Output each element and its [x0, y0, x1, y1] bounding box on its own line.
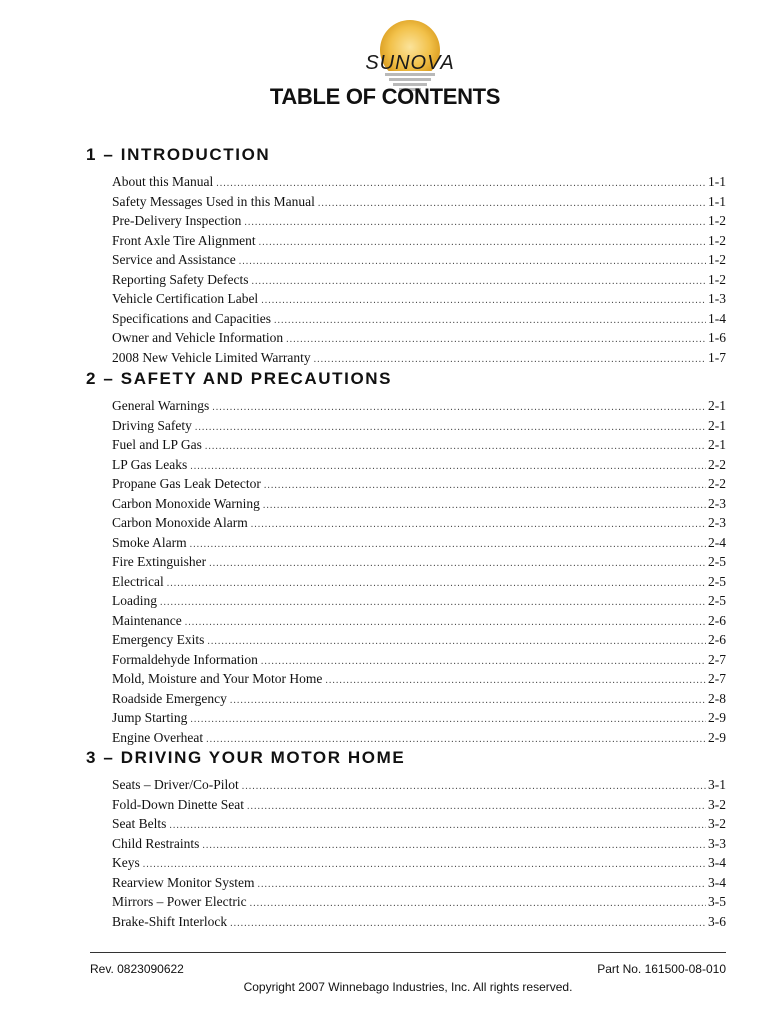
- toc-list: [112, 396, 726, 747]
- toc-entry[interactable]: [112, 689, 726, 709]
- entry-page: 2-8: [708, 690, 726, 706]
- toc-entry[interactable]: [112, 728, 726, 748]
- dot-leader: [250, 892, 706, 914]
- toc-list: [112, 172, 726, 367]
- entry-page: 3-6: [708, 913, 726, 929]
- entry-page: 1-6: [708, 330, 726, 345]
- toc-entry[interactable]: [112, 211, 726, 231]
- entry-page: 1-2: [708, 213, 726, 228]
- toc-entry[interactable]: [112, 552, 726, 572]
- dot-leader: [167, 572, 706, 594]
- entry-label: Rearview Monitor System: [112, 874, 255, 890]
- dot-leader: [169, 814, 706, 836]
- toc-entry[interactable]: [112, 834, 726, 854]
- dot-leader: [318, 192, 706, 214]
- toc-entry[interactable]: [112, 611, 726, 631]
- entry-page: 1-2: [708, 252, 726, 267]
- entry-label: Seats – Driver/Co-Pilot: [112, 777, 239, 792]
- entry-page: 2-9: [708, 710, 726, 725]
- dot-leader: [244, 211, 706, 233]
- toc-entry[interactable]: [112, 892, 726, 912]
- dot-leader: [251, 270, 706, 292]
- revision-number: Rev. 0823090622: [90, 962, 184, 976]
- section-title: 2 – SAFETY AND PRECAUTIONS: [86, 369, 393, 388]
- toc-entry[interactable]: [112, 494, 726, 514]
- dot-leader: [261, 289, 706, 311]
- entry-page: 1-2: [708, 271, 726, 287]
- toc-entry[interactable]: [112, 435, 726, 455]
- dot-leader: [143, 853, 706, 875]
- copyright-notice: Copyright 2007 Winnebago Industries, Inc. All rights reserved.: [243, 980, 573, 994]
- entry-label: Safety Messages Used in this Manual: [112, 193, 315, 209]
- entry-label: Propane Gas Leak Detector: [112, 476, 261, 491]
- footer-divider: [90, 952, 726, 953]
- dot-leader: [212, 396, 706, 418]
- toc-entry[interactable]: [112, 873, 726, 893]
- entry-page: 2-2: [708, 476, 726, 491]
- entry-label: Mirrors – Power Electric: [112, 894, 247, 909]
- toc-entry[interactable]: [112, 775, 726, 795]
- entry-label: Brake-Shift Interlock: [112, 913, 228, 929]
- entry-label: Fold-Down Dinette Seat: [112, 796, 244, 812]
- entry-page: 2-5: [708, 593, 726, 608]
- toc-entry[interactable]: [112, 474, 726, 494]
- entry-page: 2-9: [708, 729, 726, 745]
- entry-label: Vehicle Certification Label: [112, 291, 259, 306]
- entry-page: 2-5: [708, 554, 726, 569]
- toc-entry[interactable]: [112, 533, 726, 553]
- dot-leader: [207, 630, 706, 652]
- entry-label: Front Axle Tire Alignment: [112, 232, 256, 248]
- entry-page: 2-7: [708, 671, 726, 686]
- entry-page: 1-4: [708, 310, 726, 326]
- dot-leader: [247, 795, 706, 817]
- entry-page: 3-4: [708, 874, 726, 890]
- toc-entry[interactable]: [112, 572, 726, 592]
- entry-page: 3-2: [708, 816, 726, 831]
- entry-label: Child Restraints: [112, 835, 200, 851]
- dot-leader: [263, 494, 706, 516]
- entry-label: Engine Overheat: [112, 729, 204, 745]
- dot-leader: [325, 669, 706, 691]
- entry-page: 3-1: [708, 777, 726, 792]
- toc-entry[interactable]: [112, 348, 726, 368]
- entry-label: Driving Safety: [112, 417, 192, 433]
- entry-label: Loading: [112, 593, 157, 608]
- dot-leader: [190, 533, 706, 555]
- dot-leader: [239, 250, 706, 272]
- dot-leader: [242, 775, 706, 797]
- toc-entry[interactable]: [112, 630, 726, 650]
- dot-leader: [286, 328, 706, 350]
- section-title: 3 – DRIVING YOUR MOTOR HOME: [86, 748, 406, 767]
- toc-entry[interactable]: [112, 231, 726, 251]
- toc-entry[interactable]: [112, 289, 726, 309]
- toc-entry[interactable]: [112, 650, 726, 670]
- dot-leader: [202, 834, 706, 856]
- toc-entry[interactable]: [112, 270, 726, 290]
- dot-leader: [185, 611, 706, 633]
- dot-leader: [190, 708, 706, 730]
- entry-page: 3-3: [708, 835, 726, 851]
- dot-leader: [274, 309, 706, 331]
- entry-label: Reporting Safety Defects: [112, 271, 249, 287]
- toc-entry[interactable]: [112, 591, 726, 611]
- dot-leader: [160, 591, 706, 613]
- toc-entry[interactable]: [112, 455, 726, 475]
- toc-entry[interactable]: [112, 328, 726, 348]
- toc-entry[interactable]: [112, 814, 726, 834]
- toc-entry[interactable]: [112, 912, 726, 932]
- entry-label: Service and Assistance: [112, 252, 236, 267]
- entry-page: 1-3: [708, 291, 726, 306]
- entry-label: Carbon Monoxide Alarm: [112, 515, 248, 530]
- entry-page: 2-3: [708, 495, 726, 511]
- section-title: 1 – INTRODUCTION: [86, 145, 271, 164]
- entry-label: Keys: [112, 855, 140, 870]
- toc-entry[interactable]: [112, 513, 726, 533]
- dot-leader: [206, 728, 706, 750]
- entry-label: About this Manual: [112, 174, 214, 189]
- entry-page: 1-7: [708, 349, 726, 365]
- dot-leader: [259, 231, 706, 253]
- entry-label: Owner and Vehicle Information: [112, 330, 284, 345]
- entry-page: 1-1: [708, 174, 726, 189]
- entry-page: 1-1: [708, 193, 726, 209]
- entry-label: Emergency Exits: [112, 632, 205, 647]
- entry-label: Formaldehyde Information: [112, 651, 258, 667]
- entry-label: 2008 New Vehicle Limited Warranty: [112, 349, 311, 365]
- dot-leader: [209, 552, 706, 574]
- toc-entry[interactable]: [112, 708, 726, 728]
- entry-label: Pre-Delivery Inspection: [112, 213, 242, 228]
- entry-label: Roadside Emergency: [112, 690, 227, 706]
- dot-leader: [264, 474, 706, 496]
- entry-label: Electrical: [112, 573, 164, 589]
- toc-list: [112, 775, 726, 931]
- toc-entry[interactable]: [112, 309, 726, 329]
- toc-entry[interactable]: [112, 172, 726, 192]
- entry-page: 2-3: [708, 515, 726, 530]
- dot-leader: [257, 873, 706, 895]
- entry-page: 2-4: [708, 534, 726, 550]
- entry-label: Smoke Alarm: [112, 534, 187, 550]
- toc-entry[interactable]: [112, 192, 726, 212]
- dot-leader: [230, 689, 706, 711]
- entry-label: Specifications and Capacities: [112, 310, 271, 326]
- dot-leader: [251, 513, 706, 535]
- entry-page: 2-1: [708, 417, 726, 433]
- toc-entry[interactable]: [112, 669, 726, 689]
- dot-leader: [190, 455, 706, 477]
- entry-page: 3-5: [708, 894, 726, 909]
- logo-wordmark: SUNOVA: [365, 52, 455, 74]
- toc-entry[interactable]: [112, 416, 726, 436]
- entry-label: Mold, Moisture and Your Motor Home: [112, 671, 323, 686]
- entry-page: 2-1: [708, 398, 726, 413]
- dot-leader: [230, 912, 706, 934]
- toc-entry[interactable]: [112, 853, 726, 873]
- entry-page: 3-4: [708, 855, 726, 870]
- entry-label: Jump Starting: [112, 710, 188, 725]
- part-number: Part No. 161500-08-010: [597, 962, 726, 976]
- entry-page: 2-2: [708, 456, 726, 472]
- entry-page: 2-5: [708, 573, 726, 589]
- entry-label: Fire Extinguisher: [112, 554, 207, 569]
- dot-leader: [205, 435, 706, 457]
- entry-label: LP Gas Leaks: [112, 456, 188, 472]
- entry-page: 2-6: [708, 612, 726, 628]
- entry-label: Seat Belts: [112, 816, 167, 831]
- dot-leader: [195, 416, 706, 438]
- entry-page: 2-1: [708, 437, 726, 452]
- toc-entry[interactable]: [112, 396, 726, 416]
- entry-label: General Warnings: [112, 398, 210, 413]
- dot-leader: [261, 650, 706, 672]
- toc-entry[interactable]: [112, 795, 726, 815]
- dot-leader: [216, 172, 706, 194]
- toc-entry[interactable]: [112, 250, 726, 270]
- entry-page: 3-2: [708, 796, 726, 812]
- dot-leader: [314, 348, 706, 370]
- entry-label: Maintenance: [112, 612, 182, 628]
- entry-label: Fuel and LP Gas: [112, 437, 202, 452]
- page-title: TABLE OF CONTENTS: [269, 84, 501, 109]
- entry-page: 2-7: [708, 651, 726, 667]
- entry-page: 2-6: [708, 632, 726, 647]
- entry-page: 1-2: [708, 232, 726, 248]
- entry-label: Carbon Monoxide Warning: [112, 495, 260, 511]
